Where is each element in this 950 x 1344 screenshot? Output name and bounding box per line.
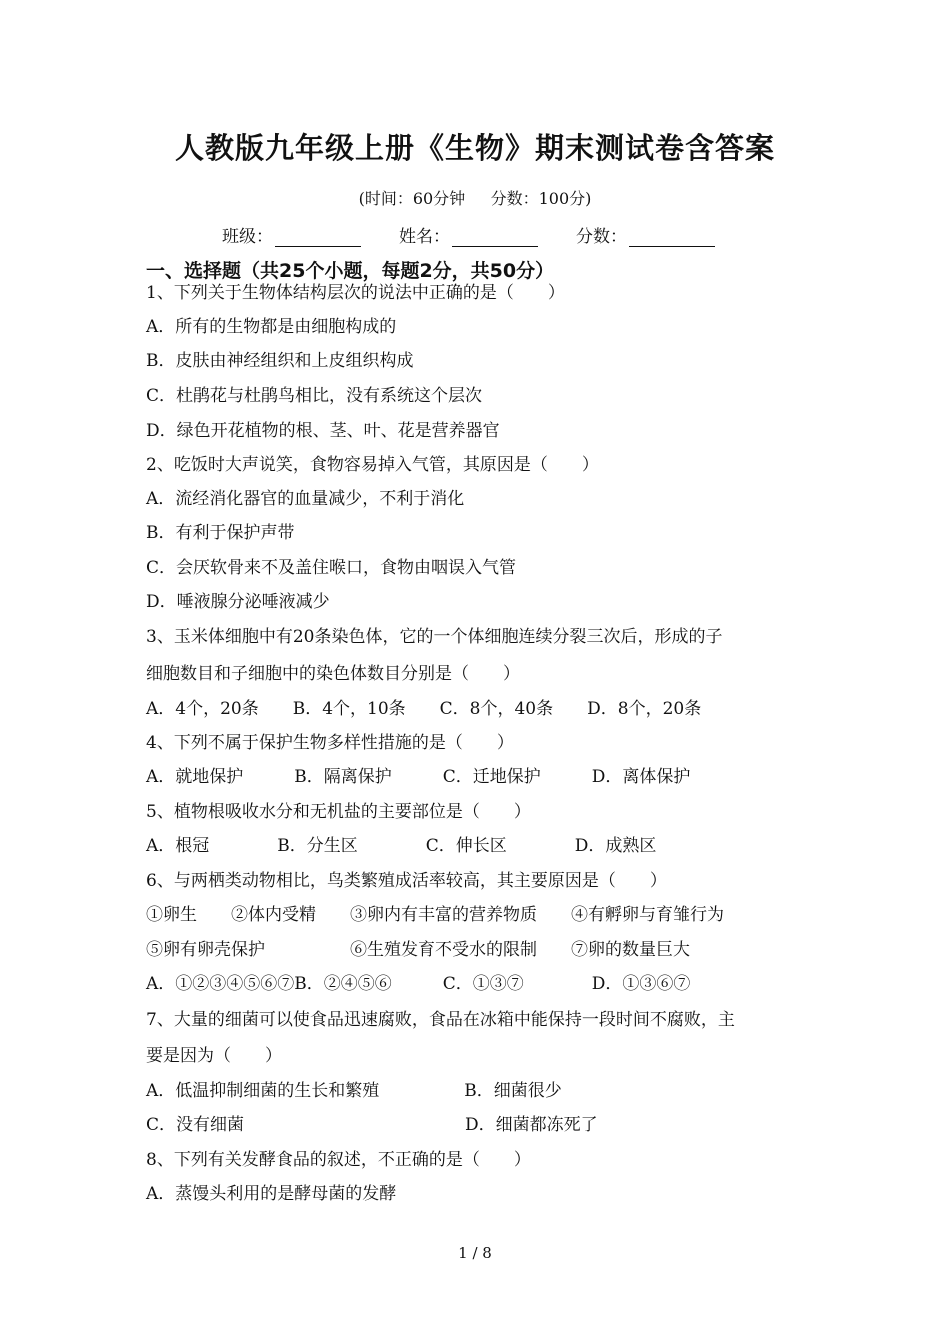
section-heading: 一、选择题（共25个小题，每题2分，共50分） [146,260,555,282]
question-line: C．会厌软骨来不及盖住喉口，食物由咽误入气管 [146,558,517,578]
question-line: 细胞数目和子细胞中的染色体数目分别是（ ） [146,664,520,684]
name-label: 姓名： [399,227,450,247]
score-field [576,222,715,247]
name-blank [452,228,538,247]
question-line: C．没有细菌 D．细菌都冻死了 [146,1115,598,1135]
page-title: 人教版九年级上册《生物》期末测试卷含答案 [174,131,775,165]
question-line: A．①②③④⑤⑥⑦B．②④⑤⑥ C．①③⑦ D．①③⑥⑦ [146,974,691,994]
question-line: ⑤卵有卵壳保护 ⑥生殖发育不受水的限制 ⑦卵的数量巨大 [146,940,690,960]
score-label: 分数： [576,227,627,247]
class-field [222,222,361,247]
question-line: 1、下列关于生物体结构层次的说法中正确的是（ ） [146,283,565,303]
question-line: B．皮肤由神经组织和上皮组织构成 [146,351,414,371]
question-line: 8、下列有关发酵食品的叙述，不正确的是（ ） [146,1150,531,1170]
student-info-row [222,222,753,247]
question-line: D．绿色开花植物的根、茎、叶、花是营养器官 [146,421,500,441]
question-line: A．蒸馒头利用的是酵母菌的发酵 [146,1184,397,1204]
question-line: 要是因为（ ） [146,1046,282,1066]
name-field [399,222,538,247]
question-line: 2、吃饭时大声说笑，食物容易掉入气管，其原因是（ ） [146,455,599,475]
page-number: 1 / 8 [458,1244,492,1262]
question-line: A．所有的生物都是由细胞构成的 [146,317,397,337]
class-blank [275,228,361,247]
exam-time-score: (时间：60分钟 分数：100分) [358,189,592,208]
question-line: 4、下列不属于保护生物多样性措施的是（ ） [146,733,514,753]
score-blank [629,228,715,247]
class-label: 班级： [222,227,273,247]
question-line: 6、与两栖类动物相比，鸟类繁殖成活率较高，其主要原因是（ ） [146,871,667,891]
question-line: 7、大量的细菌可以使食品迅速腐败，食品在冰箱中能保持一段时间不腐败，主 [146,1010,735,1030]
question-line: A．流经消化器官的血量减少，不利于消化 [146,489,465,509]
question-line: C．杜鹃花与杜鹃鸟相比，没有系统这个层次 [146,386,483,406]
question-line: A．就地保护 B．隔离保护 C．迁地保护 D．离体保护 [146,767,691,787]
question-line: 3、玉米体细胞中有20条染色体，它的一个体细胞连续分裂三次后，形成的子 [146,627,723,647]
question-line: A．4个，20条 B．4个，10条 C．8个，40条 D．8个，20条 [146,699,702,719]
question-line: D．唾液腺分泌唾液减少 [146,592,330,612]
question-line: ①卵生 ②体内受精 ③卵内有丰富的营养物质 ④有孵卵与育雏行为 [146,905,724,925]
question-line: 5、植物根吸收水分和无机盐的主要部位是（ ） [146,802,531,822]
question-line: B．有利于保护声带 [146,523,295,543]
question-line: A．低温抑制细菌的生长和繁殖 B．细菌很少 [146,1081,562,1101]
question-line: A．根冠 B．分生区 C．伸长区 D．成熟区 [146,836,657,856]
